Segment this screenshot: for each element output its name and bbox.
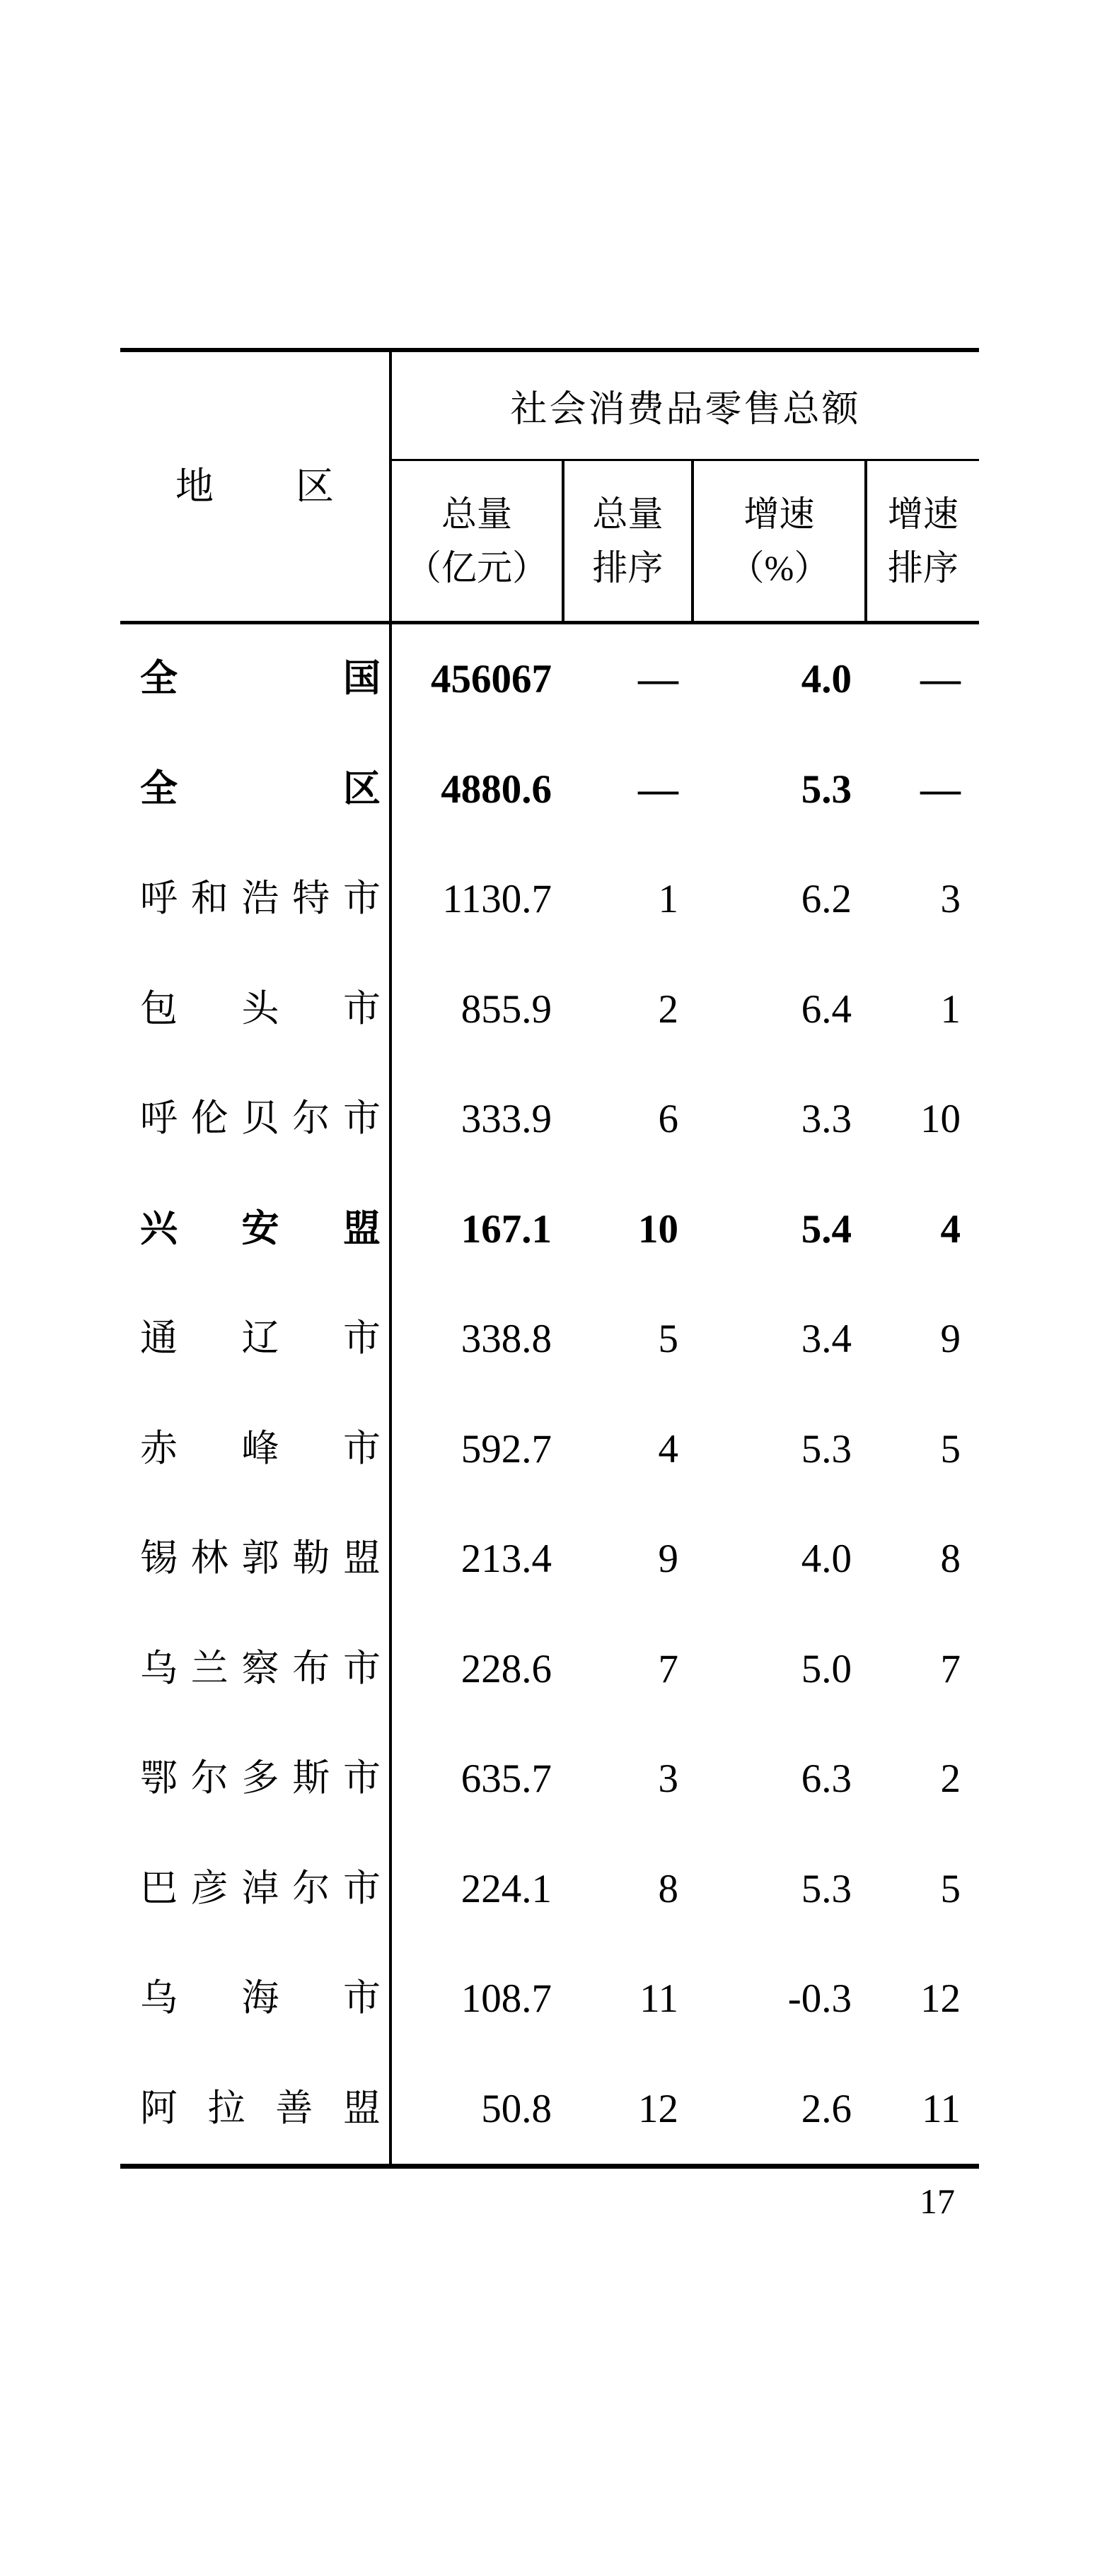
amount-cell: 108.7: [461, 1976, 552, 2022]
amount-rank-cell: —: [638, 767, 678, 812]
growth-rank-cell: 3: [940, 877, 961, 922]
region-name: 赤 峰 市: [140, 1428, 381, 1469]
growth-cell: 3.4: [801, 1317, 852, 1362]
region-cell: [120, 2054, 392, 2164]
column-header-growth-rank-line2: 排序: [888, 548, 958, 588]
region-cell: [120, 955, 392, 1065]
amount-rank-cell: 12: [638, 2086, 678, 2131]
table-row: [120, 955, 979, 1065]
table-row-xingan-league: [120, 1175, 979, 1285]
span-header-label: 社会消费品零售总额: [392, 352, 979, 461]
column-header-growth-line1: 增速: [743, 494, 815, 534]
region-name: 锡 林 郭 勒 盟: [140, 1538, 381, 1580]
table-row: [120, 1064, 979, 1175]
growth-rank-cell: —: [920, 657, 961, 702]
column-header-growth: [691, 461, 864, 621]
column-header-growth-rank-line1: 增速: [888, 494, 958, 534]
growth-cell: 3.3: [801, 1097, 852, 1142]
table-row: [120, 1834, 979, 1945]
amount-rank-cell: 4: [658, 1426, 678, 1471]
page-number: 17: [920, 2181, 955, 2221]
amount-rank-cell: 6: [658, 1097, 678, 1142]
table-row: [120, 1284, 979, 1394]
amount-cell: 224.1: [461, 1866, 552, 1911]
growth-rank-cell: 7: [940, 1646, 961, 1691]
amount-cell: 213.4: [461, 1537, 552, 1582]
region-name: 包 头 市: [140, 988, 381, 1030]
column-header-amount-line1: 总量: [441, 494, 512, 534]
table-row: [120, 1504, 979, 1614]
growth-cell: 4.0: [801, 657, 852, 702]
region-cell: [120, 1944, 392, 2054]
region-cell: [120, 1394, 392, 1505]
region-name: 阿 拉 善 盟: [140, 2087, 381, 2129]
amount-rank-cell: 2: [658, 986, 678, 1032]
growth-cell: 5.3: [801, 767, 852, 812]
region-cell: [120, 624, 392, 735]
growth-rank-cell: 5: [940, 1866, 961, 1911]
growth-rank-cell: 10: [920, 1097, 961, 1142]
table-row-national: [120, 624, 979, 735]
growth-rank-cell: 8: [940, 1537, 961, 1582]
growth-cell: -0.3: [787, 1976, 852, 2022]
region-name: 全 区: [140, 768, 381, 810]
growth-rank-cell: 4: [940, 1206, 961, 1252]
region-header-label: 地 区: [175, 465, 334, 508]
region-cell: [120, 735, 392, 845]
table-row: [120, 844, 979, 955]
table-row: [120, 1394, 979, 1505]
amount-rank-cell: 11: [639, 1976, 678, 2022]
amount-rank-cell: 10: [638, 1206, 678, 1252]
column-header-amount-rank-line2: 排序: [592, 548, 664, 588]
region-cell: [120, 844, 392, 955]
region-cell: [120, 1724, 392, 1834]
amount-rank-cell: 7: [658, 1646, 678, 1691]
region-name: 乌 海 市: [140, 1978, 381, 2020]
growth-rank-cell: 5: [940, 1426, 961, 1471]
table-row-region-total: [120, 735, 979, 845]
amount-rank-cell: 5: [658, 1317, 678, 1362]
growth-rank-cell: 1: [940, 986, 961, 1032]
region-cell: [120, 1614, 392, 1725]
region-cell: [120, 1064, 392, 1175]
region-name: 巴 彦 淖 尔 市: [140, 1867, 381, 1909]
table-row: [120, 2054, 979, 2164]
amount-cell: 167.1: [461, 1206, 552, 1252]
amount-cell: 456067: [431, 657, 552, 702]
column-header-amount-rank: [562, 461, 691, 621]
region-column-header-cell: [120, 352, 392, 621]
column-header-amount-rank-line1: 总量: [592, 494, 664, 534]
table-body: [120, 624, 979, 2169]
growth-cell: 6.2: [801, 877, 852, 922]
column-header-amount-line2: （亿元）: [406, 548, 548, 588]
amount-rank-cell: —: [638, 657, 678, 702]
growth-rank-cell: 2: [940, 1756, 961, 1802]
growth-cell: 4.0: [801, 1537, 852, 1582]
amount-cell: 228.6: [461, 1646, 552, 1691]
column-header-amount: [392, 461, 562, 621]
region-name: 呼 伦 贝 尔 市: [140, 1098, 381, 1140]
retail-sales-table: [120, 348, 979, 2169]
growth-rank-cell: 11: [922, 2086, 961, 2131]
region-name: 乌 兰 察 布 市: [140, 1648, 381, 1689]
growth-rank-cell: 9: [940, 1317, 961, 1362]
data-columns-header: [392, 352, 979, 621]
amount-rank-cell: 9: [658, 1537, 678, 1582]
table-row: [120, 1944, 979, 2054]
region-cell: [120, 1284, 392, 1394]
amount-rank-cell: 8: [658, 1866, 678, 1911]
amount-rank-cell: 1: [658, 877, 678, 922]
region-name: 全 国: [140, 658, 381, 700]
column-header-growth-line2: （%）: [729, 548, 830, 588]
amount-cell: 635.7: [461, 1756, 552, 1802]
growth-rank-cell: —: [920, 767, 961, 812]
region-name: 呼 和 浩 特 市: [140, 878, 381, 920]
region-name: 通 辽 市: [140, 1318, 381, 1360]
region-cell: [120, 1504, 392, 1614]
growth-cell: 5.4: [801, 1206, 852, 1252]
region-name: 兴 安 盟: [140, 1208, 381, 1249]
table-header: [120, 348, 979, 624]
table-row: [120, 1614, 979, 1725]
region-cell: [120, 1175, 392, 1285]
amount-cell: 855.9: [461, 986, 552, 1032]
growth-cell: 5.0: [801, 1646, 852, 1691]
sub-headers-row: [392, 461, 979, 621]
column-header-growth-rank: [864, 461, 979, 621]
growth-cell: 5.3: [801, 1866, 852, 1911]
amount-rank-cell: 3: [658, 1756, 678, 1802]
amount-cell: 338.8: [461, 1317, 552, 1362]
table-row: [120, 1724, 979, 1834]
growth-cell: 6.4: [801, 986, 852, 1032]
amount-cell: 1130.7: [442, 877, 552, 922]
growth-cell: 6.3: [801, 1756, 852, 1802]
region-cell: [120, 1834, 392, 1945]
growth-cell: 5.3: [801, 1426, 852, 1471]
region-name: 鄂 尔 多 斯 市: [140, 1758, 381, 1800]
growth-rank-cell: 12: [920, 1976, 961, 2022]
amount-cell: 4880.6: [441, 767, 552, 812]
growth-cell: 2.6: [801, 2086, 852, 2131]
amount-cell: 333.9: [461, 1097, 552, 1142]
amount-cell: 50.8: [481, 2086, 552, 2131]
amount-cell: 592.7: [461, 1426, 552, 1471]
